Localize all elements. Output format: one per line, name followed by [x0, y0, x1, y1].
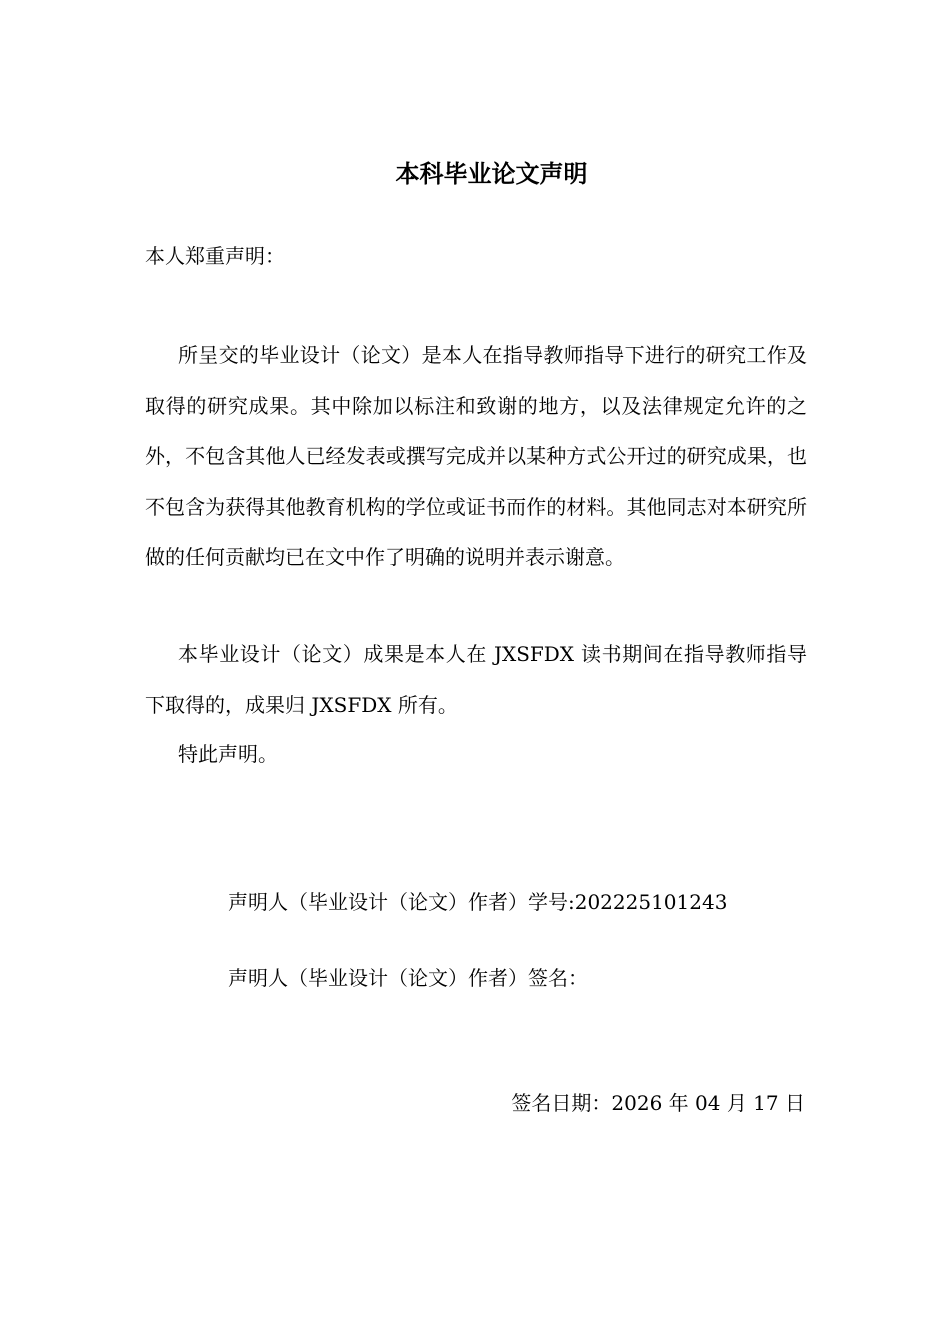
originality-paragraph: 所呈交的毕业设计（论文）是本人在指导教师指导下进行的研究工作及取得的研究成果。其中除加以标注和致谢的地方，以及法律规定允许的之外，不包含其他人已经发表或撰写完成并以某种方式公开过的研究成果，也不包含为获得其他教育机构的学位或证书而作的材料。其他同志对本研究所做的任何贡献均已在文中作了明确的说明并表示谢意。 — [145, 343, 807, 570]
closing-statement: 特此声明。 — [178, 742, 278, 766]
ownership-paragraph: 本毕业设计（论文）成果是本人在 JXSFDX 读书期间在指导教师指导下取得的，成果归 JXSFDX 所有。 — [145, 642, 807, 717]
declarant-student-id: 声明人（毕业设计（论文）作者）学号:202225101243 — [228, 890, 728, 914]
salutation: 本人郑重声明： — [145, 244, 285, 268]
document-title: 本科毕业论文声明 — [395, 160, 588, 188]
declarant-signature: 声明人（毕业设计（论文）作者）签名： — [228, 966, 588, 990]
signature-date: 签名日期：2026 年 04 月 17 日 — [511, 1091, 805, 1115]
